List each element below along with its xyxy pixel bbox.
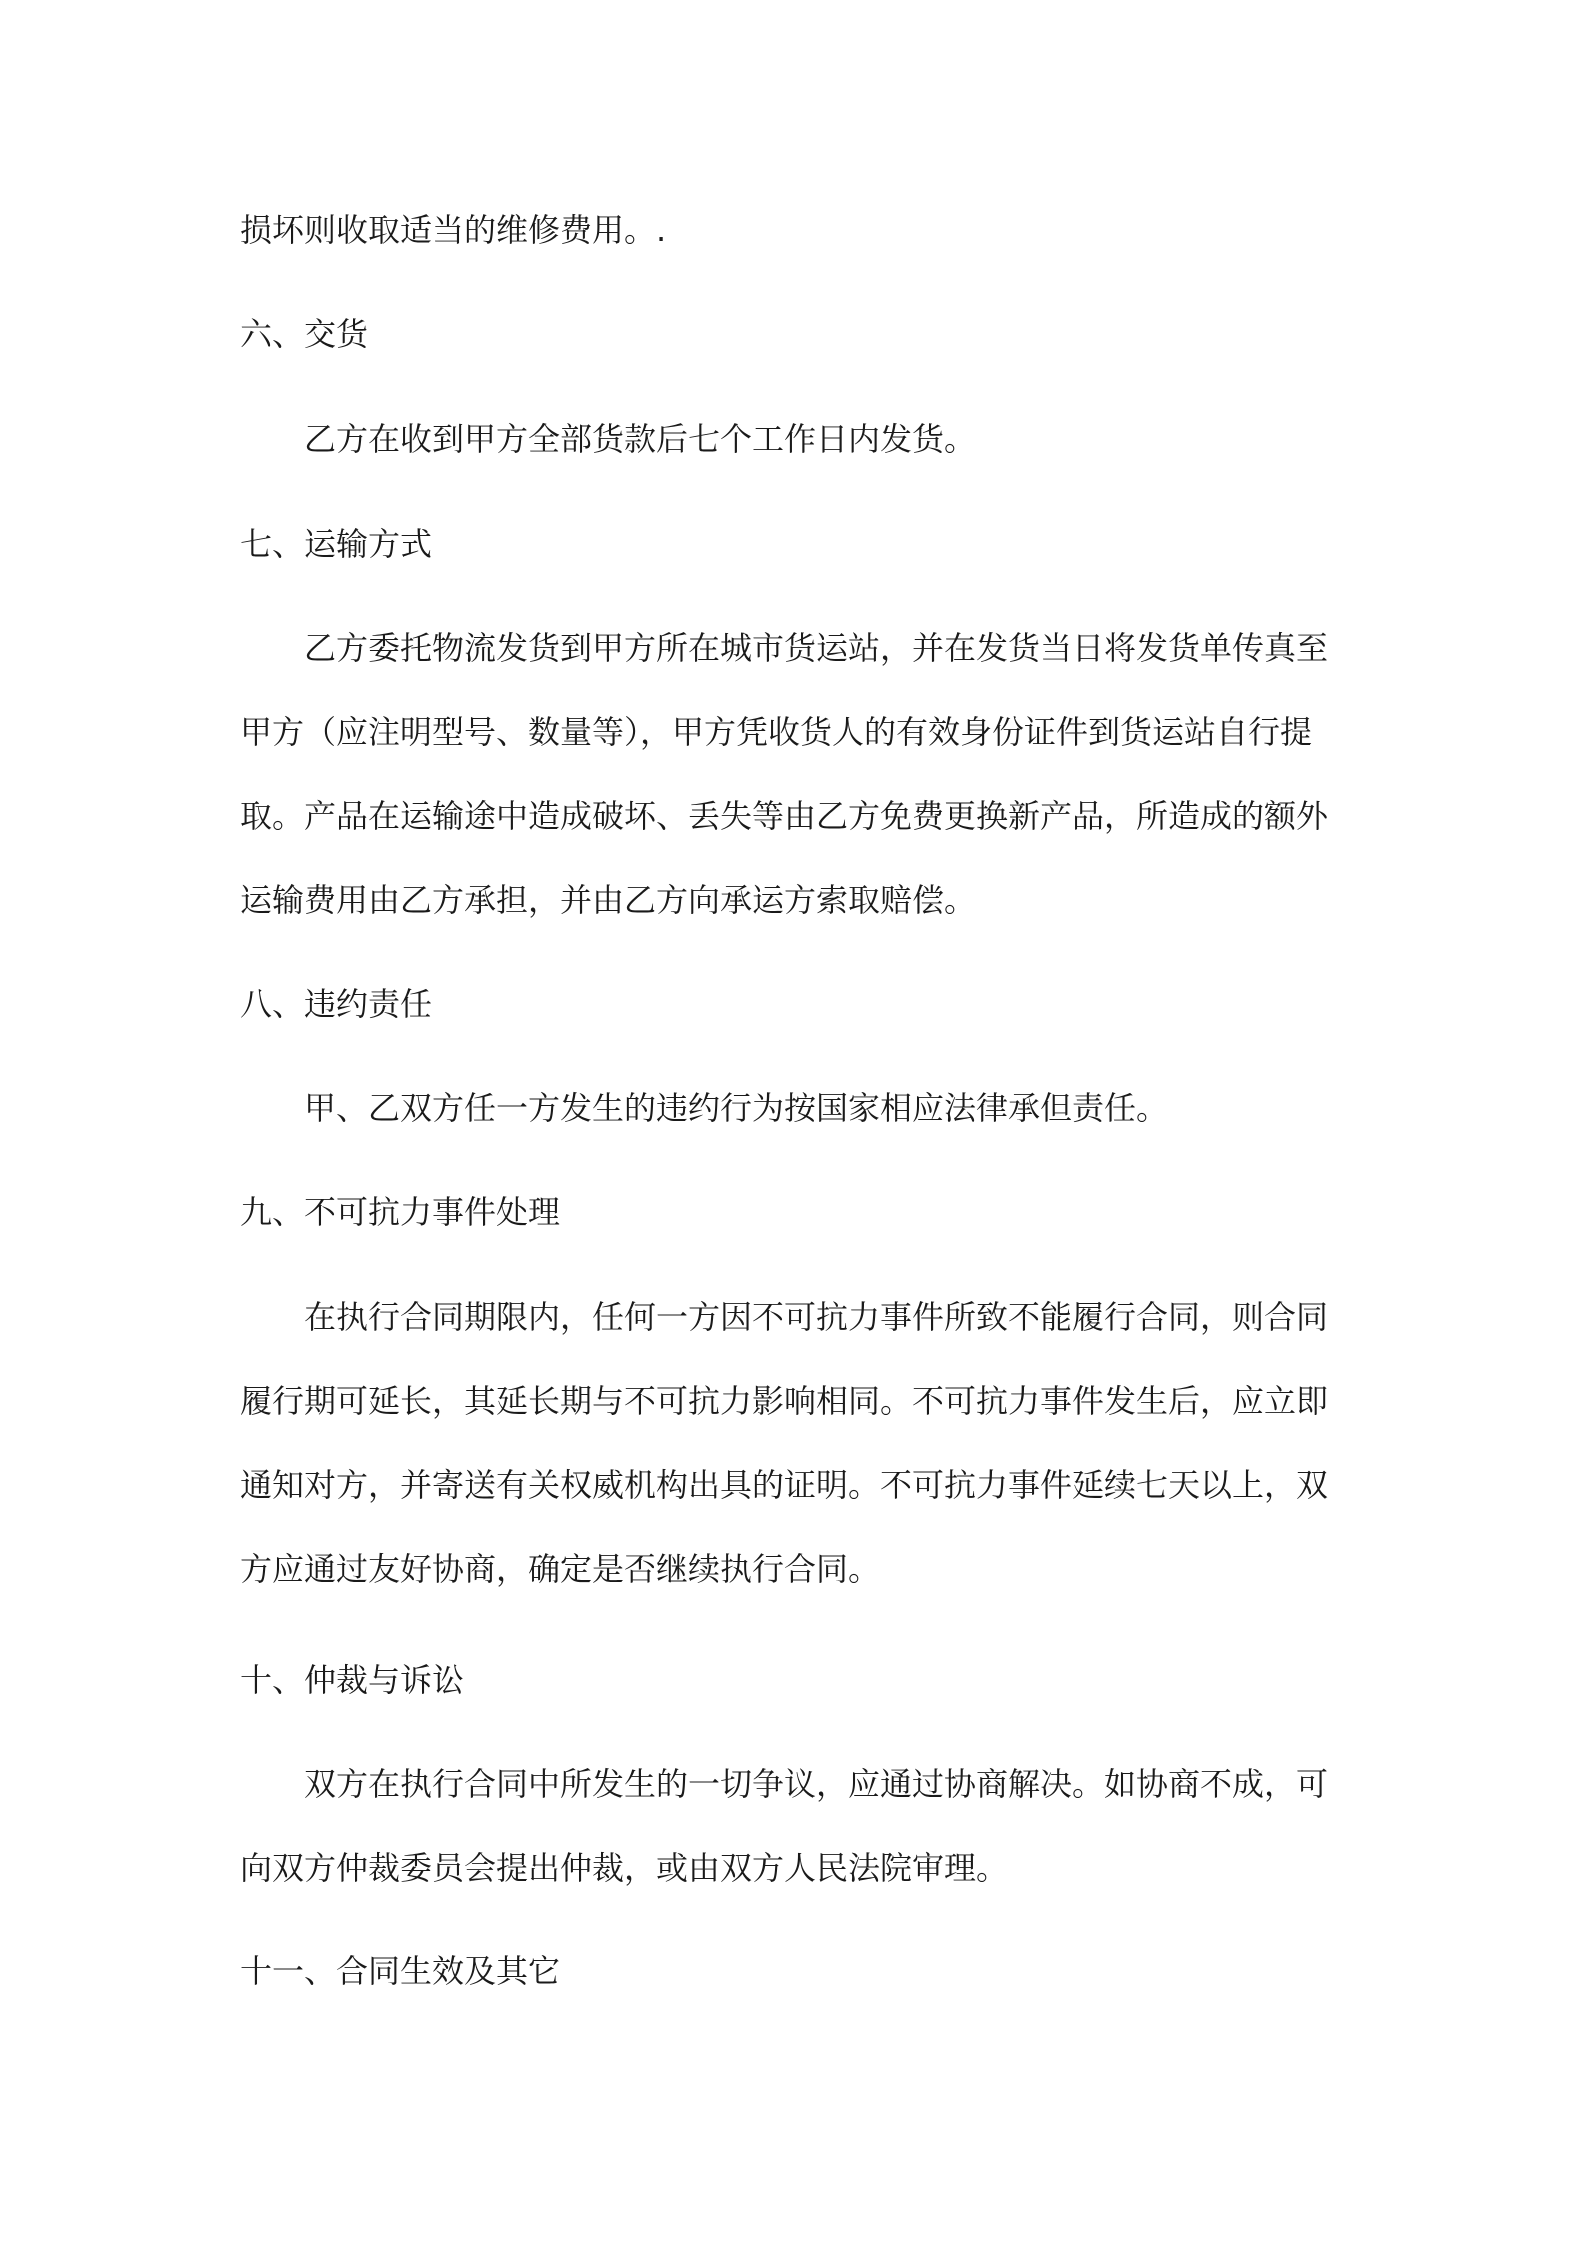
section-heading-delivery: 六、交货	[240, 315, 369, 353]
section-paragraph-arbitration: 双方在执行合同中所发生的一切争议，应通过协商解决。如协商不成，可向双方仲裁委员会提出仲裁，或由双方人民法院审理。	[240, 1765, 1329, 1887]
section-heading-force-majeure: 九、不可抗力事件处理	[240, 1193, 561, 1231]
section-paragraph-force-majeure: 在执行合同期限内，任何一方因不可抗力事件所致不能履行合同，则合同履行期可延长，其延长期与不可抗力影响相同。不可抗力事件发生后，应立即通知对方，并寄送有关权威机构出具的证明。不可抗力事件延续七天以上，双方应通过友好协商，确定是否继续执行合同。	[240, 1298, 1329, 1588]
section-paragraph-transport: 乙方委托物流发货到甲方所在城市货运站，并在发货当日将发货单传真至甲方（应注明型号、数量等），甲方凭收货人的有效身份证件到货运站自行提取。产品在运输途中造成破坏、丢失等由乙方免费更换新产品，所造成的额外运输费用由乙方承担，并由乙方向承运方索取赔偿。	[240, 629, 1329, 919]
section-heading-liability: 八、违约责任	[240, 985, 433, 1023]
section-heading-transport: 七、运输方式	[240, 525, 433, 563]
section-paragraph-delivery: 乙方在收到甲方全部货款后七个工作日内发货。	[304, 420, 977, 458]
section-paragraph-liability: 甲、乙双方任一方发生的违约行为按国家相应法律承但责任。	[304, 1089, 1169, 1127]
continuation-text: 损坏则收取适当的维修费用。.	[240, 211, 667, 249]
section-heading-effectiveness: 十一、合同生效及其它	[240, 1952, 561, 1990]
section-heading-arbitration: 十、仲裁与诉讼	[240, 1661, 465, 1699]
